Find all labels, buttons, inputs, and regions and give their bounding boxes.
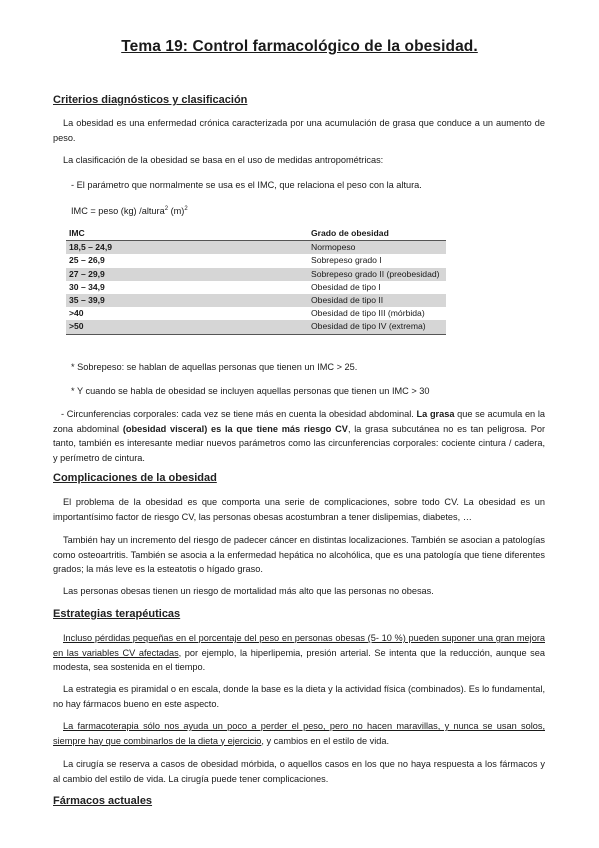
table-header-cell: Grado de obesidad	[308, 227, 446, 241]
text-run-underlined: Incluso pérdidas pequeñas en el porcentaje del peso en personas obesas (5- 10 %) pueden suponer una gran mejora en las variables CV afectadas	[53, 633, 545, 658]
table-cell: Obesidad de tipo II	[308, 294, 446, 307]
table-row	[66, 307, 446, 320]
paragraph	[53, 719, 545, 748]
table-row	[66, 281, 446, 294]
text-run-underlined: La farmacoterapia sólo nos ayuda un poco a perder el peso, pero no hacen maravillas, y nunca se usan solos, siempre hay que combinarlos de la dieta y ejercicio	[53, 721, 545, 746]
paragraph	[53, 407, 545, 465]
table-cell: Sobrepeso grado I	[311, 255, 382, 266]
note: * Sobrepeso: se hablan de aquellas personas que tienen un IMC > 25.	[71, 362, 358, 372]
text-run: , y cambios en el estilo de vida.	[261, 735, 390, 746]
table-cell: Sobrepeso grado II (preobesidad)	[308, 268, 446, 281]
paragraph: La estrategia es piramidal o en escala, donde la base es la dieta y la actividad física (combinados). Es lo fundamental, no hay fármacos bueno en este aspecto.	[53, 684, 545, 709]
table-cell: 27 – 29,9	[66, 268, 308, 281]
text-run: que se acumula en la zona abdominal	[53, 409, 545, 434]
table-cell: Obesidad de tipo I	[311, 281, 381, 292]
table-cell: >40	[69, 308, 84, 319]
text-run: , la grasa subcutánea no es tan peligrosa. Por tanto, también es interesante mediar nuevos parámetros como las circunferencias corporales: cociente cintura / cadera, y perímetro de cintura.	[53, 423, 545, 463]
table-cell: >50	[66, 320, 308, 334]
text-run-bold: La grasa	[416, 409, 455, 419]
table-cell: 35 – 39,9	[66, 294, 308, 307]
table-header-cell: IMC	[66, 227, 308, 241]
paragraph: El problema de la obesidad es que comporta una serie de complicaciones, sobre todo CV. La obesidad es un importantísimo factor de riesgo CV, las personas obesas acostumbran a tener dislipemias, diabetes, …	[53, 497, 545, 522]
table-row	[66, 241, 446, 255]
paragraph: Las personas obesas tienen un riesgo de mortalidad más alto que las personas no obesas.	[63, 586, 434, 596]
paragraph	[53, 631, 545, 675]
table-row	[66, 268, 446, 281]
section-heading-complicaciones: Complicaciones de la obesidad	[53, 472, 217, 484]
paragraph: La obesidad es una enfermedad crónica caracterizada por una acumulación de grasa que conduce a un aumento de peso.	[53, 118, 545, 143]
paragraph: La clasificación de la obesidad se basa en el uso de medidas antropométricas:	[63, 155, 384, 165]
imc-table	[66, 227, 446, 335]
table-row	[66, 320, 446, 334]
note: * Y cuando se habla de obesidad se incluyen aquellas personas que tienen un IMC > 30	[71, 386, 430, 396]
table-cell: Obesidad de tipo III (mórbida)	[311, 308, 425, 319]
table-cell: 18,5 – 24,9	[66, 241, 308, 255]
paragraph: También hay un incremento del riesgo de padecer cáncer en distintas localizaciones. También se asocian a patologías como osteoartritis. También se asocia a la enfermedad hepática no alcohólica, que es una patología que tiene diferentes grados; la más leve es la esteatotis o hígado graso.	[53, 535, 545, 574]
imc-formula	[71, 202, 371, 219]
table-row	[66, 294, 446, 307]
formula-superscript: 2	[184, 206, 188, 212]
table-cell: Obesidad de tipo IV (extrema)	[308, 320, 446, 334]
section-heading-criterios: Criterios diagnósticos y clasificación	[53, 94, 248, 106]
table-cell: 30 – 34,9	[69, 281, 105, 292]
text-run: , por ejemplo, la hiperlipemia, presión arterial. Se intenta que la reducción, aunque sea modesta, sea sostenida en el tiempo.	[53, 647, 545, 672]
section-heading-estrategias: Estrategias terapéuticas	[53, 608, 181, 620]
section-heading-farmacos: Fármacos actuales	[53, 795, 153, 807]
text-run: - Circunferencias corporales: cada vez se tiene más en cuenta la obesidad abdominal.	[61, 409, 417, 419]
formula-superscript: 2	[164, 206, 169, 212]
paragraph: La cirugía se reserva a casos de obesidad mórbida, o aquellos casos en los que no haya respuesta a los fármacos y al cambio del estilo de vida. La cirugía puede tener complicaciones.	[53, 759, 545, 784]
formula-text: IMC = peso (kg) /altura	[71, 206, 165, 217]
text-run-bold: (obesidad visceral) es la que tiene más riesgo CV	[122, 423, 348, 434]
page-title: Tema 19: Control farmacológico de la obesidad.	[121, 38, 478, 55]
table-header-row	[66, 227, 446, 241]
formula-text: (m)	[168, 206, 185, 217]
paragraph: - El parámetro que normalmente se usa es el IMC, que relaciona el peso con la altura.	[71, 180, 422, 190]
table-row	[66, 254, 446, 267]
table-cell: 25 – 26,9	[69, 255, 105, 266]
table-cell: Normopeso	[308, 241, 446, 255]
